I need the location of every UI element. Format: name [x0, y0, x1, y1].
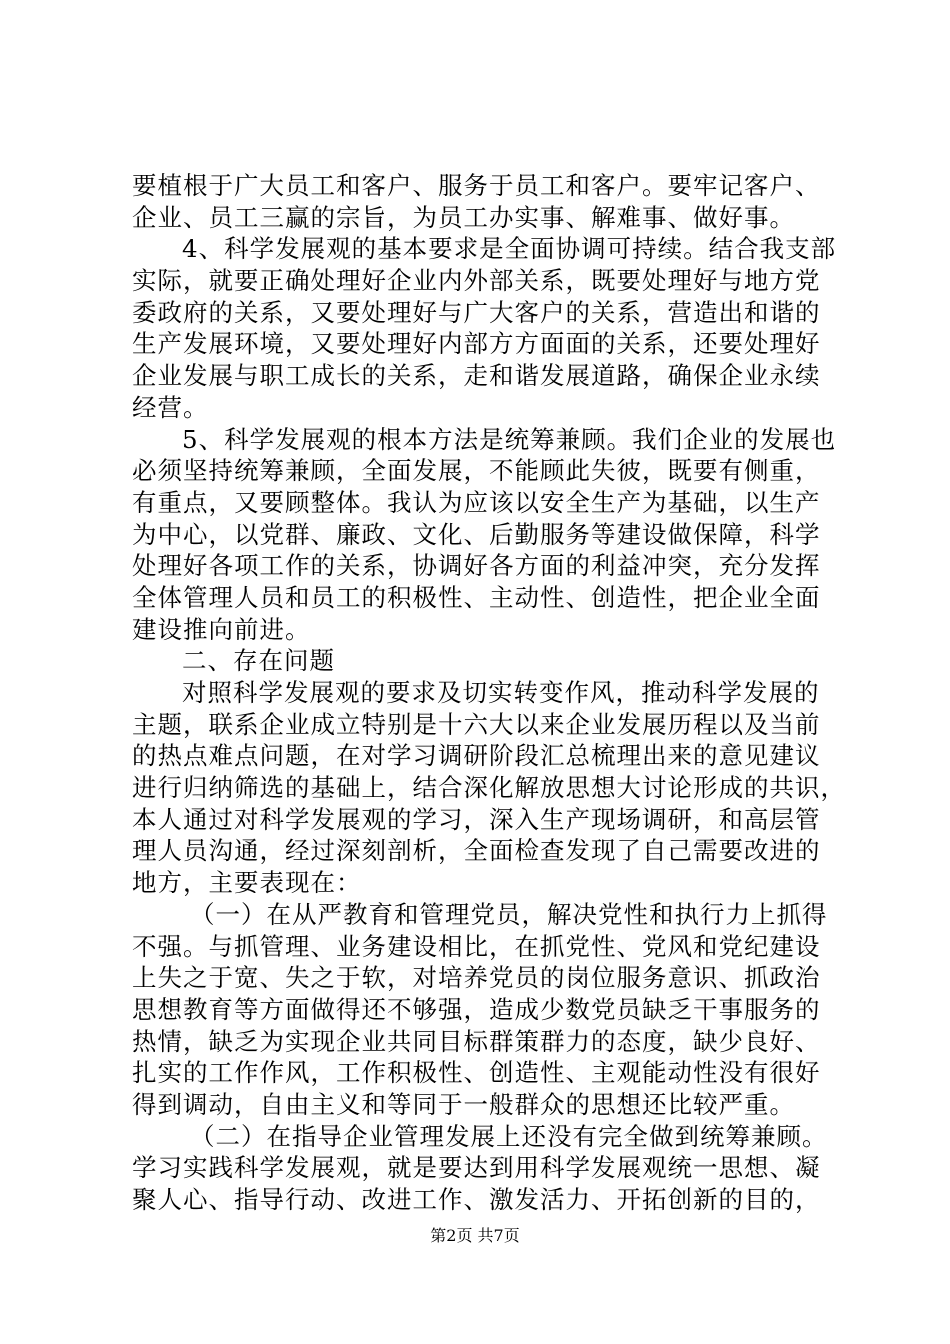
text-line: 要植根于广大员工和客户、服务于员工和客户。要牢记客户、: [132, 171, 821, 200]
text-line: 委政府的关系，又要处理好与广大客户的关系，营造出和谐的: [132, 297, 821, 327]
paragraph-start-line: 4、科学发展观的基本要求是全面协调可持续。结合我支部: [182, 234, 837, 264]
text-line: 热情，缺乏为实现企业共同目标群策群力的态度，缺少良好、: [132, 1026, 821, 1056]
paragraph-start-line: （一）在从严教育和管理党员，解决党性和执行力上抓得: [190, 899, 828, 929]
text-line: 为中心，以党群、廉政、文化、后勤服务等建设做保障，科学: [132, 519, 821, 549]
text-line: 的热点难点问题，在对学习调研阶段汇总梳理出来的意见建议: [132, 741, 821, 771]
text-line: 生产发展环境，又要处理好内部方方面面的关系，还要处理好: [132, 329, 821, 359]
paragraph-start-line: 对照科学发展观的要求及切实转变作风，推动科学发展的: [182, 678, 820, 707]
text-line: 有重点，又要顾整体。我认为应该以安全生产为基础，以生产: [132, 487, 821, 517]
section-heading: 二、存在问题: [182, 646, 335, 676]
text-line: 全体管理人员和员工的积极性、主动性、创造性，把企业全面: [132, 582, 821, 612]
text-line: 上失之于宽、失之于软，对培养党员的岗位服务意识、抓政治: [132, 963, 821, 993]
text-line: 理人员沟通，经过深刻剖析，全面检查发现了自己需要改进的: [132, 836, 821, 866]
text-line: 经营。: [132, 392, 209, 422]
text-line: 地方，主要表现在：: [132, 868, 362, 898]
text-line: 不强。与抓管理、业务建设相比，在抓党性、党风和党纪建设: [132, 931, 821, 961]
document-body: [132, 170, 846, 1216]
text-line: 本人通过对科学发展观的学习，深入生产现场调研，和高层管: [132, 804, 821, 834]
text-line: 企业发展与职工成长的关系，走和谐发展道路，确保企业永续: [132, 361, 821, 391]
text-line: 思想教育等方面做得还不够强，造成少数党员缺乏干事服务的: [132, 994, 821, 1024]
text-line: 实际，就要正确处理好企业内外部关系，既要处理好与地方党: [132, 266, 821, 296]
text-line: 得到调动，自由主义和等同于一般群众的思想还比较严重。: [132, 1089, 795, 1119]
text-line: 主题，联系企业成立特别是十六大以来企业发展历程以及当前: [132, 709, 821, 739]
text-line: 建设推向前进。: [132, 614, 311, 644]
page-number-footer: 第2页 共7页: [430, 1226, 520, 1245]
text-line: 进行归纳筛选的基础上，结合深化解放思想大讨论形成的共识，: [132, 773, 846, 803]
text-line: 处理好各项工作的关系，协调好各方面的利益冲突，充分发挥: [132, 551, 821, 581]
text-line: 企业、员工三赢的宗旨，为员工办实事、解难事、做好事。: [132, 202, 795, 232]
paragraph-start-line: 5、科学发展观的根本方法是统筹兼顾。我们企业的发展也: [182, 424, 837, 454]
paragraph-start-line: （二）在指导企业管理发展上还没有完全做到统筹兼顾。: [190, 1121, 828, 1151]
text-line: 扎实的工作作风，工作积极性、创造性、主观能动性没有很好: [132, 1058, 821, 1088]
text-line: 学习实践科学发展观，就是要达到用科学发展观统一思想、凝: [132, 1153, 821, 1183]
text-line: 必须坚持统筹兼顾，全面发展，不能顾此失彼，既要有侧重，: [132, 456, 821, 486]
text-line: 聚人心、指导行动、改进工作、激发活力、开拓创新的目的，: [132, 1185, 821, 1214]
